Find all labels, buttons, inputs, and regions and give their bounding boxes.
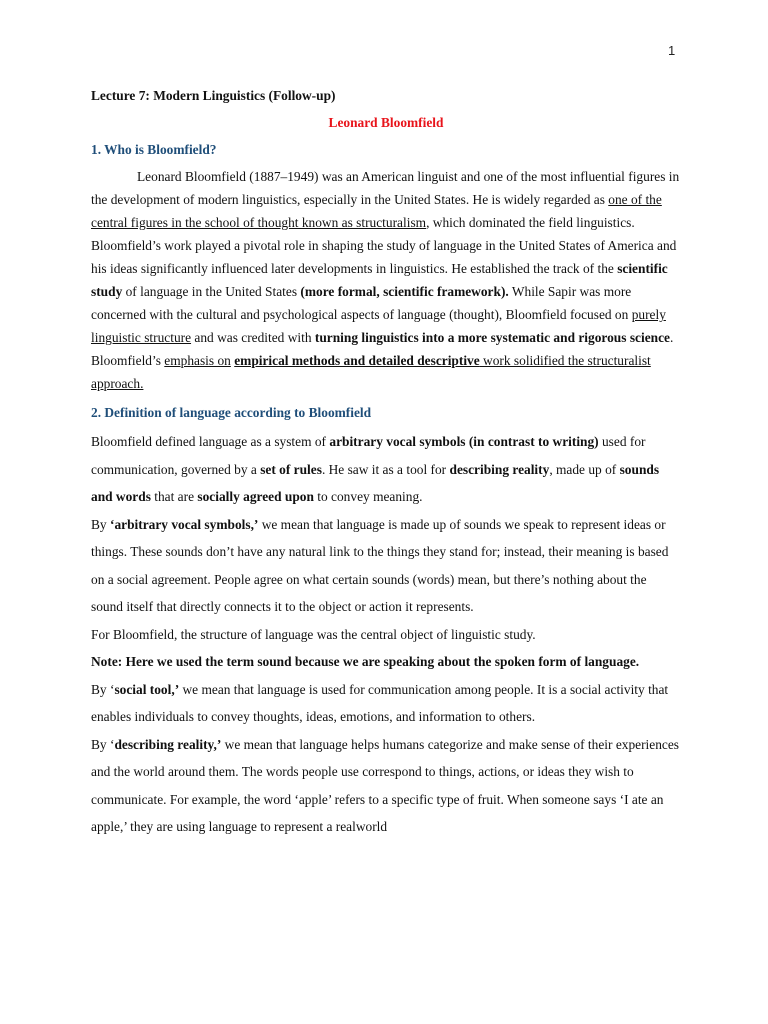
arbitrary-symbols-paragraph (91, 511, 681, 621)
section-1-heading: 1. Who is Bloomfield? (91, 142, 217, 157)
describing-reality-paragraph (91, 731, 681, 841)
bold-run: arbitrary vocal symbols (in contrast to writing) (329, 434, 599, 449)
social-tool-paragraph (91, 676, 681, 731)
bold-run: turning linguistics into a more systematic and rigorous science (314, 330, 670, 345)
text-run: we mean that language is used for communication among people. It is a social activity that enables individuals to convey thoughts, ideas, emotions, and information to others. (91, 681, 669, 724)
bold-run: describing reality (449, 461, 550, 477)
text-run: we mean that language helps humans categorize and make sense of their experiences and the world around them. The words people use correspond to things, actions, or ideas they wish to communicate. For example, the word ‘apple’ refers to a specific type of fruit. When someone says ‘I ate an apple,’ they are using language to represent a realworld (91, 736, 680, 834)
underlined-run: approach. (91, 376, 144, 391)
bold-run: scientific study (91, 261, 668, 299)
text-run: While Sapir was more concerned with the cultural and psychological aspects of language (thought), Bloomfield focused on (91, 284, 632, 322)
text-run: we mean that language is made up of sounds we speak to represent ideas or things. These sounds don’t have any natural link to the things they stand for; instead, their meaning is based on a social agreement. People agree on what certain sounds (words) mean, but there’s nothing about the sound itself that directly connects it to the object or action it represents. (91, 516, 669, 614)
underlined-run: one of the central figures in the school of thought known as structuralism (91, 192, 662, 230)
note-paragraph: Note: Here we used the term sound because we are speaking about the spoken form of language. (91, 654, 640, 669)
text-run: . He saw it as a tool for (321, 461, 450, 477)
text-run: , made up of (549, 461, 620, 477)
bold-run: social tool,’ (114, 681, 180, 697)
text-run: By (91, 516, 110, 532)
bold-run: set of rules (260, 461, 322, 477)
bloomfield-bio-paragraph (91, 165, 681, 395)
structure-paragraph: For Bloomfield, the structure of language was the central object of linguistic study. (91, 626, 536, 642)
text-run: used for communication, governed by a (91, 434, 646, 477)
bold-run: (more formal, scientific framework). (300, 284, 509, 299)
text-run: that are (150, 489, 198, 504)
lecture-subtitle: Leonard Bloomfield (328, 115, 444, 130)
section-2-heading: 2. Definition of language according to Bloomfield (91, 405, 372, 420)
text-run: and was credited with (191, 330, 315, 345)
underlined-run: purely linguistic structure (91, 307, 666, 345)
text-run: . Bloomfield’s (91, 330, 674, 368)
page-number: 1 (668, 43, 676, 58)
text-run: Leonard Bloomfield (1887–1949) was an American linguist and one of the most influential figures in the development of modern linguistics, especially in the United States. He is widely regarded as (91, 169, 680, 207)
definition-paragraph (91, 428, 681, 511)
bold-run: describing reality,’ (114, 736, 222, 752)
text-run: of language in the United States (122, 284, 301, 299)
text-run: By ‘ (91, 736, 115, 752)
text-run: Bloomfield defined language as a system of (91, 434, 330, 449)
text-run: to convey meaning. (313, 489, 423, 504)
text-run: , which dominated the field linguistics. Bloomfield’s work played a pivotal role in shaping the study of language in the United States of America and his ideas significantly influenced later developments in linguistics. He established the track of the (91, 215, 677, 276)
bold-run: sounds and words (91, 461, 660, 504)
underlined-run: work solidified the structuralist (479, 353, 651, 368)
underlined-run: emphasis on (164, 353, 231, 368)
document-body (91, 84, 681, 841)
bold-run: socially agreed upon (197, 489, 314, 504)
bold-run: ‘arbitrary vocal symbols,’ (109, 516, 259, 532)
bold-underlined-run: empirical methods and detailed descriptive (234, 353, 480, 368)
lecture-title: Lecture 7: Modern Linguistics (Follow-up) (91, 88, 336, 103)
text-run: By ‘ (91, 681, 115, 697)
